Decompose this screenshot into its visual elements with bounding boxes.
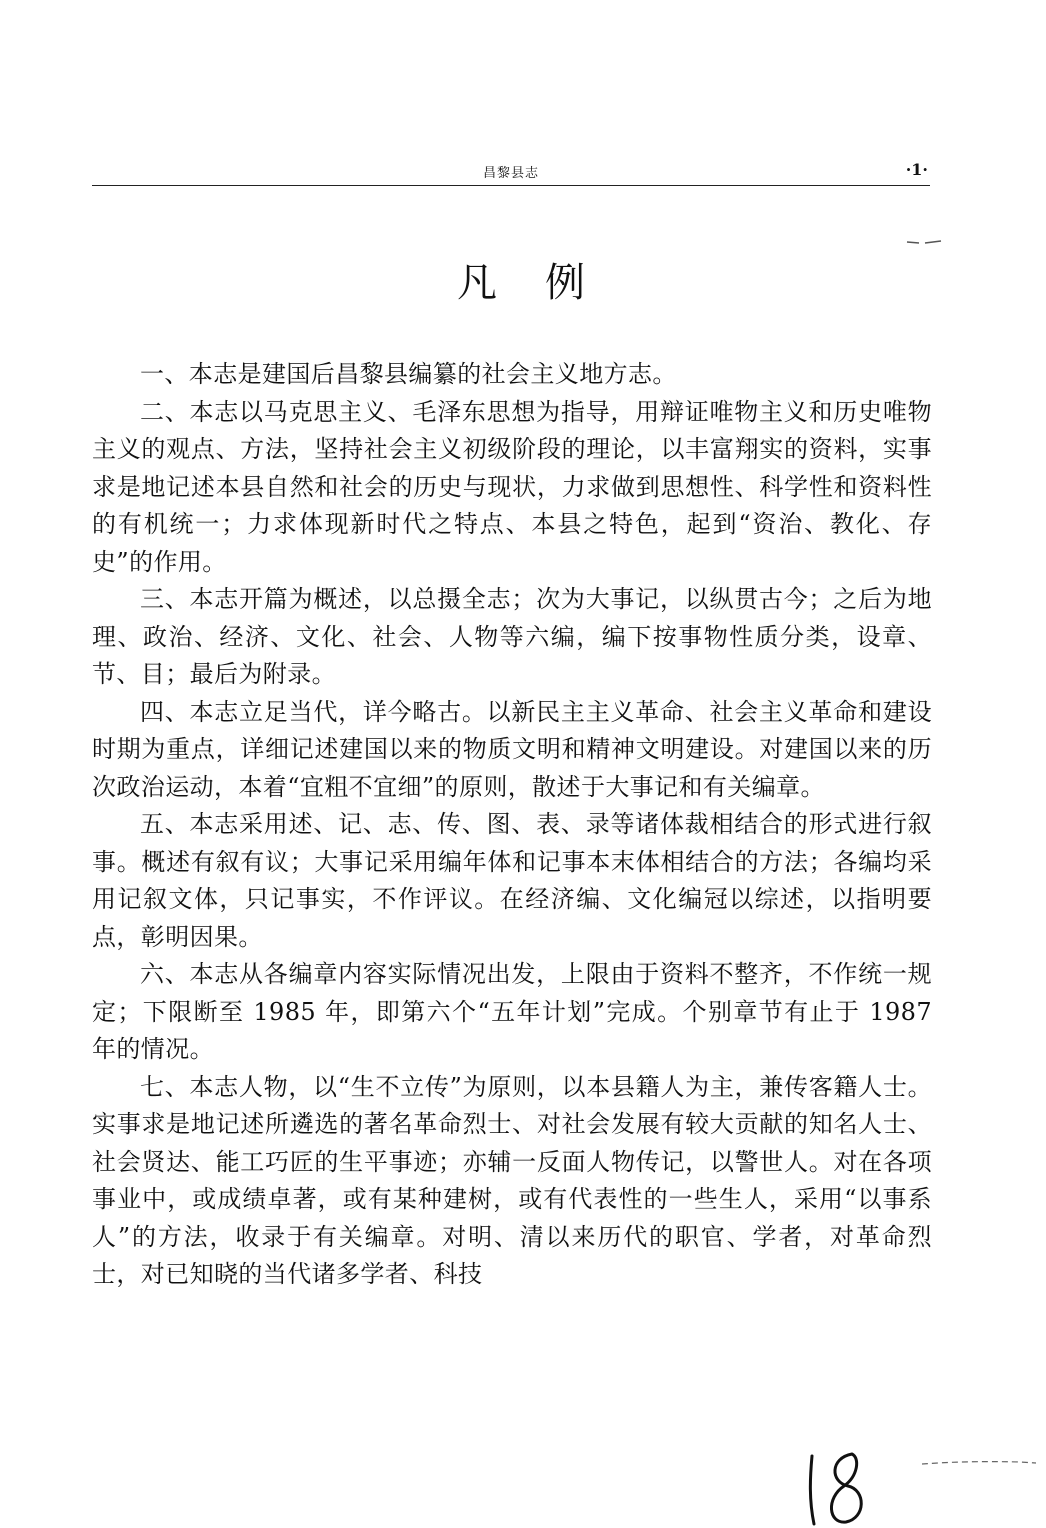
running-header (92, 150, 930, 190)
paragraph-5: 五、本志采用述、记、志、传、图、表、录等诸体裁相结合的形式进行叙事。概述有叙有议；大事记采用编年体和记事本末体相结合的方法；各编均采用记叙文体，只记事实，不作评议。在经济编、文化编冠以综述，以指明要点，彰明因果。 (92, 810, 932, 951)
paragraph-4: 四、本志立足当代，详今略古。以新民主主义革命、社会主义革命和建设时期为重点，详细记述建国以来的物质文明和精神文明建设。对建国以来的历次政治运动，本着“宜粗不宜细”的原则，散述于大事记和有关编章。 (92, 697, 932, 801)
paragraph-7: 七、本志人物，以“生不立传”为原则，以本县籍人为主，兼传客籍人士。实事求是地记述所遴选的著名革命烈士、对社会发展有较大贡献的知名人士、社会贤达、能工巧匠的生平事迹；亦辅一反面人物传记，以警世人。对在各项事业中，或成绩卓著，或有某种建树，或有代表性的一些生人，采用“以事系人”的方法，收录于有关编章。对明、清以来历代的职官、学者，对革命烈士，对已知晓的当代诸多学者、科技 (92, 1072, 932, 1288)
document-body (92, 356, 932, 1294)
stray-pen-mark (905, 237, 945, 247)
handwritten-page-mark (800, 1448, 880, 1528)
header-rule (92, 185, 930, 186)
paragraph-3: 三、本志开篇为概述，以总摄全志；次为大事记，以纵贯古今；之后为地理、政治、经济、文化、社会、人物等六编，编下按事物性质分类，设章、节、目；最后为附录。 (92, 585, 932, 688)
header-title: 昌黎县志 (482, 166, 539, 181)
paragraph-2: 二、本志以马克思主义、毛泽东思想为指导，用辩证唯物主义和历史唯物主义的观点、方法，坚持社会主义初级阶段的理论，以丰富翔实的资料，实事求是地记述本县自然和社会的历史与现状，力求做到思想性、科学性和资料性的有机统一；力求体现新时代之特点、本县之特色，起到“资治、教化、存史”的作用。 (92, 397, 932, 576)
stray-pen-mark (920, 1458, 1040, 1468)
page-number: ·1· (905, 160, 928, 179)
paragraph-1: 一、本志是建国后昌黎县编纂的社会主义地方志。 (140, 360, 677, 388)
paragraph-6: 六、本志从各编章内容实际情况出发，上限由于资料不整齐，不作统一规定；下限断至 1985 年，即第六个“五年计划”完成。个别章节有止于 1987 年的情况。 (92, 960, 932, 1063)
page-title: 凡 例 (457, 260, 589, 306)
